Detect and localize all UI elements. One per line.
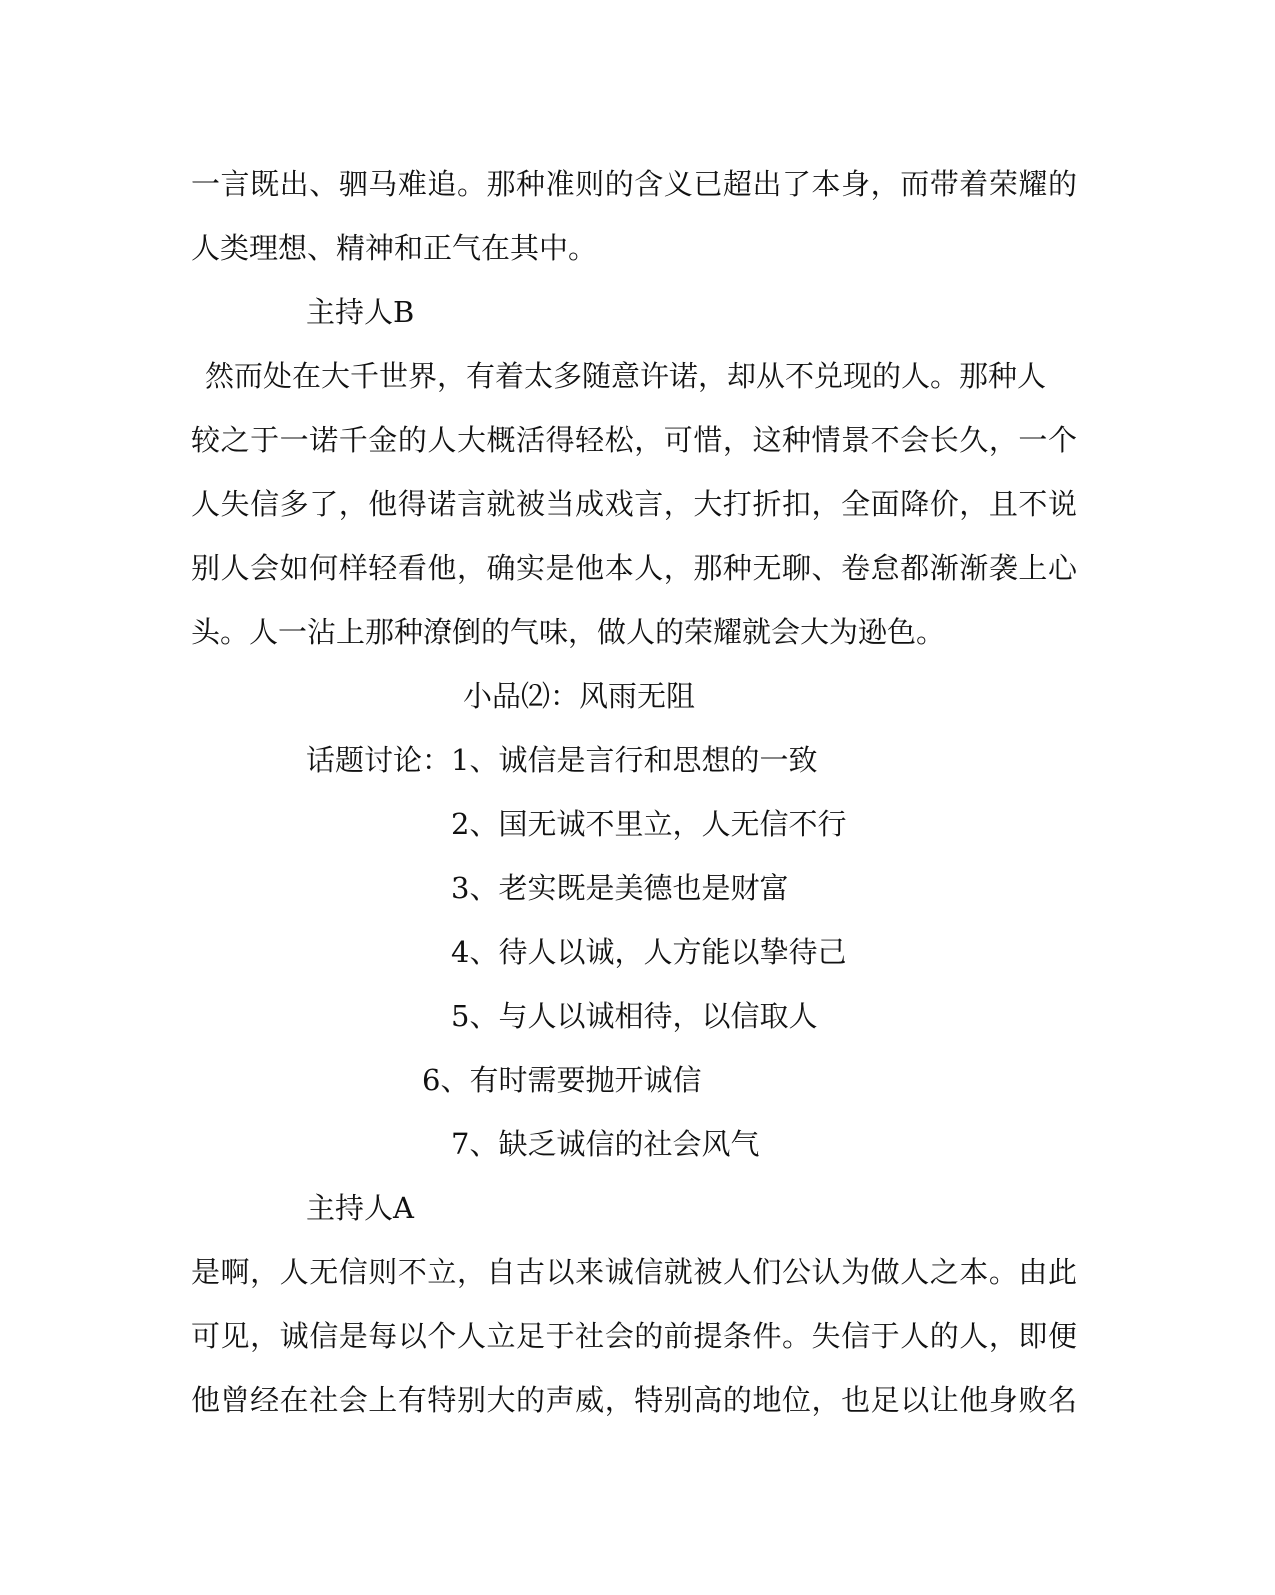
paragraph-3-line-1: 是啊，人无信则不立，自古以来诚信就被人们公认为做人之本。由此: [191, 1255, 1078, 1289]
paragraph-2-line-1: 然而处在大千世界，有着太多随意许诺，却从不兑现的人。那种人: [205, 359, 1047, 393]
paragraph-3-line-3: 他曾经在社会上有特别大的声威，特别高的地位，也足以让他身败名: [191, 1383, 1078, 1417]
paragraph-1-line-2: 人类理想、精神和正气在其中。: [191, 231, 598, 265]
topic-item-6: 6、有时需要抛开诚信: [422, 1063, 702, 1097]
topic-item-7: 7、缺乏诚信的社会风气: [451, 1127, 760, 1161]
skit-title: 小品⑵：风雨无阻: [463, 679, 696, 713]
host-a-heading: 主持人A: [306, 1191, 414, 1225]
paragraph-3-line-2: 可见，诚信是每以个人立足于社会的前提条件。失信于人的人，即便: [191, 1319, 1078, 1353]
paragraph-2-line-3: 人失信多了，他得诺言就被当成戏言，大打折扣，全面降价，且不说: [191, 487, 1078, 521]
paragraph-1-line-1: 一言既出、驷马难追。那种准则的含义已超出了本身，而带着荣耀的: [191, 167, 1078, 201]
topic-discussion-label: 话题讨论：: [306, 743, 452, 777]
host-b-heading: 主持人B: [306, 295, 415, 329]
topic-item-1: 1、诚信是言行和思想的一致: [451, 743, 818, 777]
topic-item-4: 4、待人以诚，人方能以挚待己: [451, 935, 847, 969]
paragraph-2-line-5: 头。人一沾上那种潦倒的气味，做人的荣耀就会大为逊色。: [191, 615, 946, 649]
topic-item-3: 3、老实既是美德也是财富: [451, 871, 789, 905]
paragraph-2-line-2: 较之于一诺千金的人大概活得轻松，可惜，这种情景不会长久，一个: [191, 423, 1078, 457]
topic-item-5: 5、与人以诚相待，以信取人: [451, 999, 818, 1033]
paragraph-2-line-4: 别人会如何样轻看他，确实是他本人，那种无聊、卷怠都渐渐袭上心: [191, 551, 1078, 585]
topic-item-2: 2、国无诚不里立，人无信不行: [451, 807, 847, 841]
